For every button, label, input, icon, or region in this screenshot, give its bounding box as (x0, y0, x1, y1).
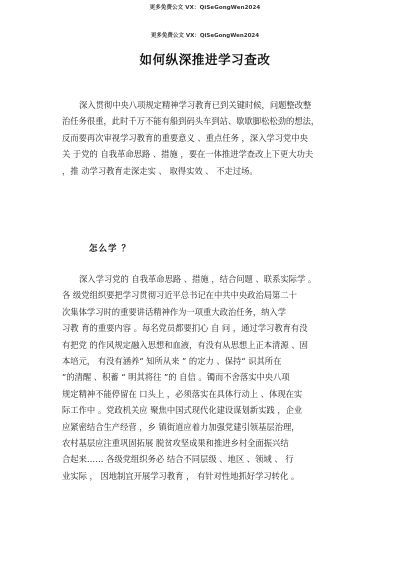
header-watermark-note: 更多免费公文 VX：QiSeGongWen2024 (149, 5, 261, 11)
paragraph-line: 农村基层应注重巩固拓展 脱贫攻坚成果和推进乡村全面振兴结 (62, 437, 289, 448)
paragraph-line: 本培元， 有没有涵养“ 知所从来 ” 的定力 、保持“ 识其所在 (62, 355, 282, 366)
paragraph-line: 治任务很重，此时千万不能有船到码头车到站、歇歇脚松松劲的想法， (62, 116, 320, 127)
paragraph-how-to-learn (62, 271, 350, 484)
paragraph-line: 次集体学习时的重要讲话精神作为一项重大政治任务，纳入学 (62, 306, 287, 317)
paragraph-line: 应紧密结合生产经营 ，乡 镇街道应着力加强党建引领基层治理， (62, 421, 300, 432)
paragraph-line: 业实际 ， 因地制宜开展学习教育 ， 有针对性地抓好学习转化 。 (62, 470, 300, 481)
paragraph-line: 习教 育的重要内容 。每名党员都要扪心 自 问 ，通过学习教育有没 (62, 323, 308, 334)
paragraph-line: 际工作中 。党政机关应 聚焦中国式现代化建设谋划新实践 ，企业 (62, 405, 303, 416)
paragraph-line: ，推 动学习教育走深走实 、 取得实效 、 不走过场。 (62, 165, 258, 176)
paragraph-line: 深入贯彻中央八项规定精神学习教育已到关键时候，问题整改整 (79, 100, 312, 110)
paragraph-line: 各 级党组织要把学习贯彻习近平总书记在中共中央政治局第二十 (62, 290, 297, 301)
paragraph-line: 有把党 的作风规定融入思想和血液，有没有从思想上正本清源 、固 (62, 339, 308, 350)
paragraph-line: 反而要再次审视学习教育的重要意义 、重点任务 ，深入学习党中央 (62, 132, 308, 143)
paragraph-line: 合起来…… 各级党组织务必 结合不同层级 、地区 、领域 、 行 (62, 454, 294, 465)
document-title: 如何纵深推进学习查改 (139, 52, 271, 67)
paragraph-line: 关 于党的 自我革命思路 、措施 ，要在一体推进学查改上下更大功夫 (62, 149, 314, 160)
paragraph-line: 深入学习党的 自我革命思路 、措施 ，结合问题 、联系实际学 。 (79, 274, 317, 284)
paragraph-line: ”的清醒 、积蓄 “ 明其将往 ”的 自信 。镯而不舍落实中央八项 (62, 372, 290, 383)
section-heading: 怎么学 ？ (89, 244, 131, 254)
header-secondary-note: 更多免费公文 VX：QiSeGongWen2024 (150, 33, 260, 39)
paragraph-intro (62, 97, 350, 179)
paragraph-line: 规定精神不能停留在 口头上 ，必须落实在具体行动上 、体现在实 (62, 388, 303, 399)
